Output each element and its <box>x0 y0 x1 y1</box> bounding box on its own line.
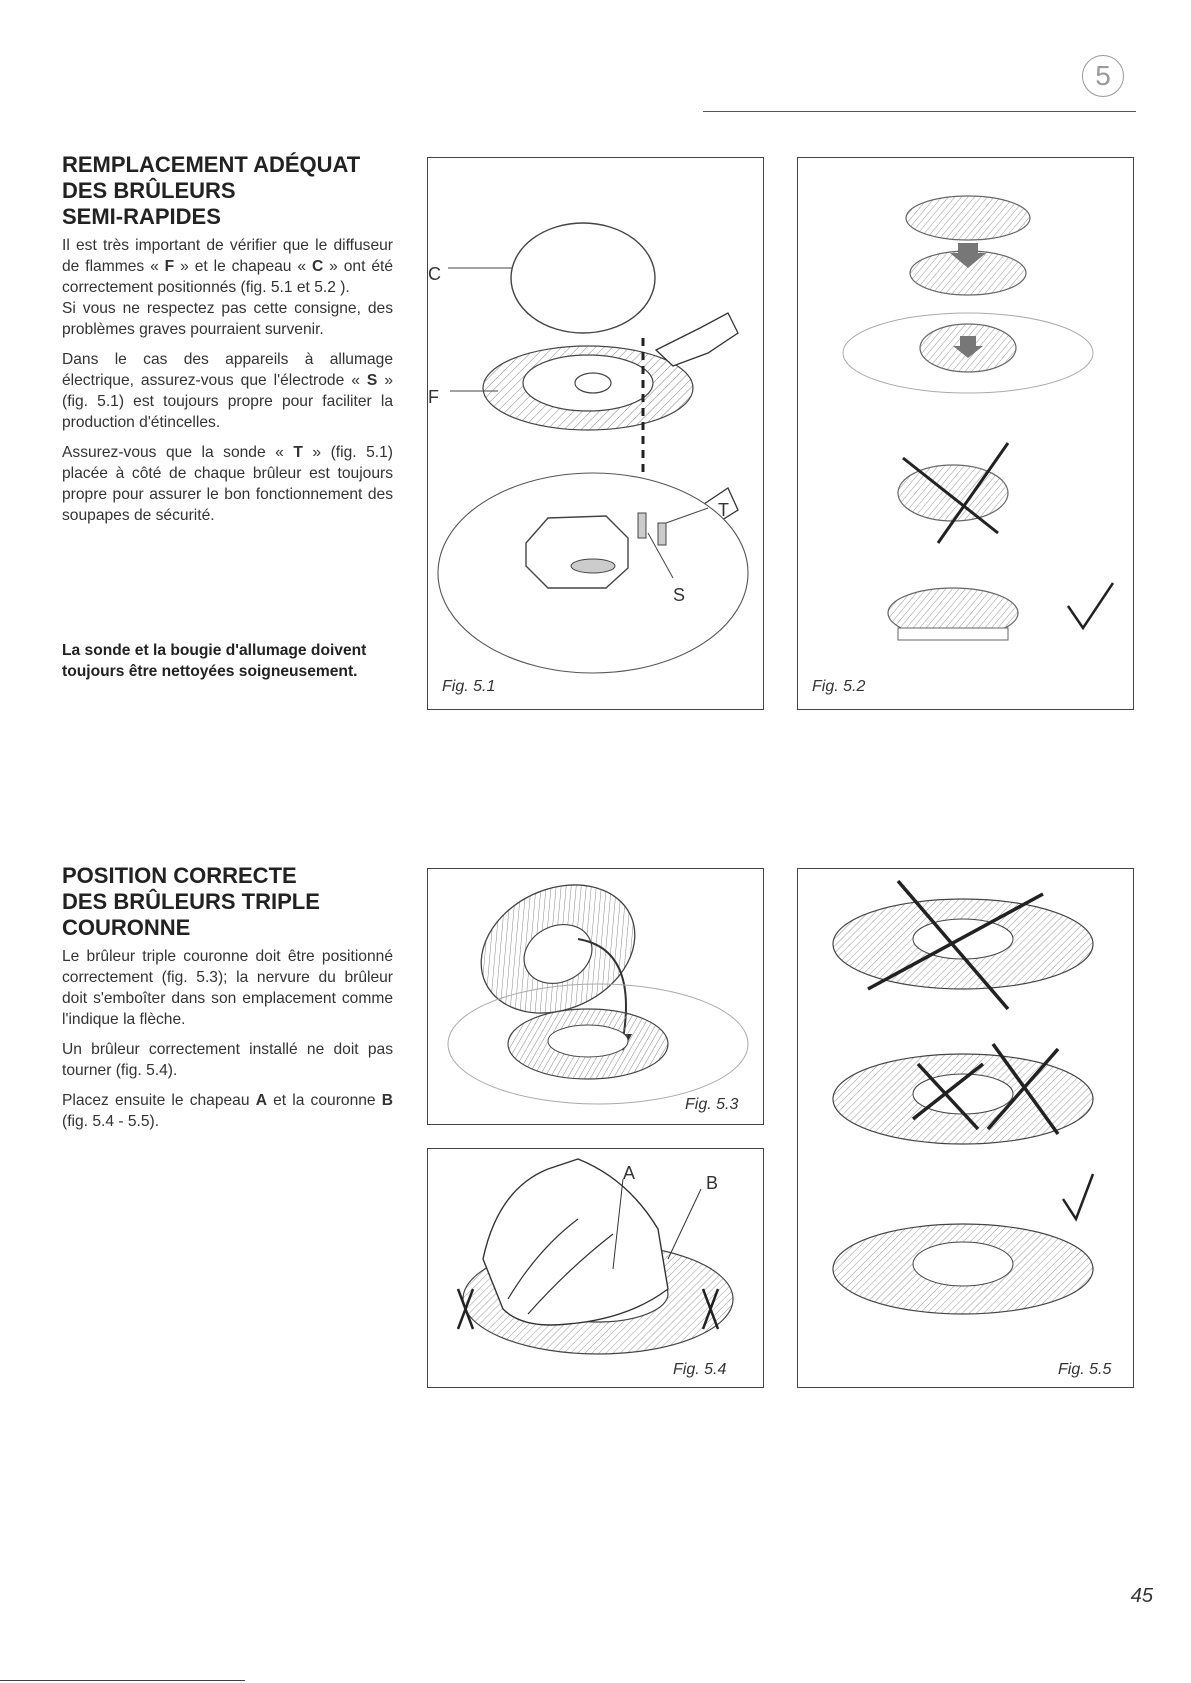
section1-para2: Dans le cas des appareils à allumage électrique, assurez-vous que l'électrode « S » (fig. 5.1) est toujours propre pour faciliter la production d'étincelles. <box>62 351 393 431</box>
section2-body <box>62 946 393 1141</box>
label-f: F <box>428 387 439 407</box>
section2-title-line1: POSITION CORRECTE <box>62 863 297 888</box>
header-rule <box>703 111 1136 112</box>
section2-title-line2: DES BRÛLEURS TRIPLE <box>62 889 320 914</box>
section1-body <box>62 235 393 535</box>
cap-c-shape <box>511 223 655 333</box>
figure-5-1-drawing <box>428 158 765 711</box>
hand-icon <box>483 1159 668 1325</box>
figure-5-2-drawing <box>798 158 1135 711</box>
figure-5-4 <box>427 1148 764 1388</box>
section1-title-line1: REMPLACEMENT ADÉQUAT <box>62 152 361 177</box>
figure-5-3-drawing <box>428 869 765 1126</box>
section2-title <box>62 863 320 941</box>
label-c: C <box>428 264 441 284</box>
label-a: A <box>623 1163 636 1183</box>
section2-para1: Le brûleur triple couronne doit être positionné correctement (fig. 5.3); la nervure du brûleur doit s'emboîter dans son emplacement comme l'indique la flèche. <box>62 948 393 1028</box>
figure-5-1-caption: Fig. 5.1 <box>442 678 496 695</box>
figure-5-2 <box>797 157 1134 710</box>
figure-5-5 <box>797 868 1134 1388</box>
chapter-number: 5 <box>1082 55 1124 97</box>
figure-5-4-caption: Fig. 5.4 <box>673 1361 727 1378</box>
section2-title-line3: COURONNE <box>62 915 191 940</box>
section1-title-line2: DES BRÛLEURS <box>62 178 236 203</box>
section1-para3: Assurez-vous que la sonde « T » (fig. 5.1) placée à côté de chaque brûleur est toujours propre pour assurer le bon fonctionnement des soupapes de sécurité. <box>62 444 393 524</box>
label-b: B <box>706 1173 719 1193</box>
section1-para1b: Si vous ne respectez pas cette consigne, des problèmes graves pourraient survenir. <box>62 300 393 338</box>
figure-5-5-caption: Fig. 5.5 <box>1058 1361 1112 1378</box>
correct-check-icon <box>1063 1174 1093 1219</box>
figure-5-3-caption: Fig. 5.3 <box>685 1096 739 1113</box>
figure-5-1 <box>427 157 764 710</box>
section1-title-line3: SEMI-RAPIDES <box>62 204 221 229</box>
figure-5-2-caption: Fig. 5.2 <box>812 678 866 695</box>
page-number: 45 <box>1130 1585 1153 1607</box>
footer-rule <box>0 1680 245 1681</box>
section2-para3: Placez ensuite le chapeau A et la couronne B (fig. 5.4 - 5.5). <box>62 1092 394 1130</box>
label-s: S <box>673 585 686 605</box>
section1-para1: Il est très important de vérifier que le diffuseur de flammes « F » et le chapeau « C » ont été correctement positionnés (fig. 5.1 et 5.2 ). <box>62 237 394 296</box>
section1-title <box>62 152 360 230</box>
figure-5-4-drawing <box>428 1149 765 1389</box>
section1-note: La sonde et la bougie d'allumage doivent toujours être nettoyées soigneusement. <box>62 642 367 680</box>
hand-upper-icon <box>656 313 738 366</box>
label-t: T <box>718 500 729 520</box>
section2-para2: Un brûleur correctement installé ne doit pas tourner (fig. 5.4). <box>62 1041 393 1079</box>
figure-5-5-drawing <box>798 869 1135 1389</box>
correct-check-icon <box>1068 583 1113 628</box>
figure-5-3 <box>427 868 764 1125</box>
